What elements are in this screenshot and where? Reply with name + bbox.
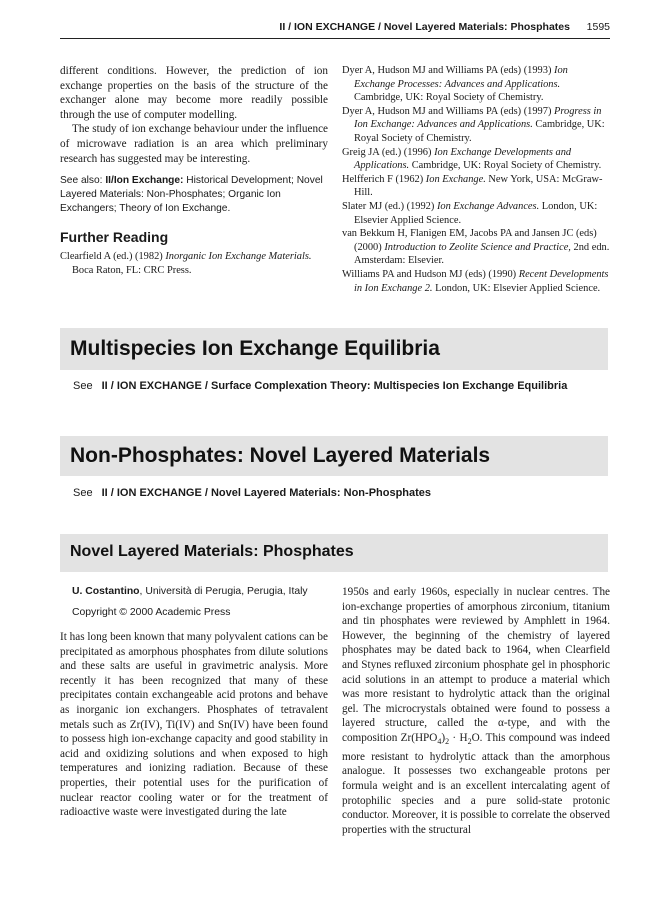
author-name: U. Costantino bbox=[72, 586, 140, 597]
reference-item: Greig JA (ed.) (1996) Ion Exchange Developments and Applications. Cambridge, UK: Royal Society of Chemistry. bbox=[342, 146, 602, 172]
reference-item: van Bekkum H, Flanigen EM, Jacobs PA and Jansen JC (eds) (2000) Introduction to Zeolite Science and Practice, 2nd edn. Amsterdam: Elsevier. bbox=[342, 228, 610, 267]
paragraph: The study of ion exchange behaviour under the influence of microwave radiation is an area which preliminary research has suggested may be interesting. bbox=[60, 123, 328, 165]
see-cross-reference: See II / ION EXCHANGE / Novel Layered Materials: Non-Phosphates bbox=[73, 487, 432, 499]
section-band-multispecies bbox=[60, 328, 608, 370]
paragraph: 1950s and early 1960s, especially in nuclear centres. The ion-exchange properties of amorphous zirconium, titanium and tin phosphates were reviewed by Amphlett in 1964. However, the beginning of the chemistry of layered phosphates may be dated back to 1964, when Clearfield and Stynes refluxed zirconium phosphate gel in phosphoric acid solutions in an attempt to produce a material which was more resistant to hydrolytic attack than the original gel. The microcrystals obtained were found to possess a layered structure, called the α-type, and with the composition $Zr(HPO_4)_2 \cdot H_2O$. This compound was indeed more resistant to hydrolytic attack than the amorphous analogue. It possesses two exchangeable protons per formula weight and is an excellent intercalating agent of protophilic species and a pure solid-state protonic conductor. Moreover, it is possible to correlate the observed properties with the structural bbox=[342, 586, 611, 836]
article-left-column bbox=[60, 585, 328, 820]
right-column-references bbox=[342, 64, 610, 295]
see-also-label: See also: bbox=[60, 175, 103, 187]
reference-item: Helfferich F (1962) Ion Exchange. New York, USA: McGraw-Hill. bbox=[342, 173, 603, 199]
cross-reference-link[interactable]: II / ION EXCHANGE / Novel Layered Materials: Non-Phosphates bbox=[101, 487, 432, 499]
author-block bbox=[60, 585, 328, 599]
running-head-title: II / ION EXCHANGE / Novel Layered Materials: Phosphates bbox=[279, 21, 570, 33]
reference-item: Clearfield A (ed.) (1982) Inorganic Ion Exchange Materials. Boca Raton, FL: CRC Press. bbox=[60, 251, 312, 276]
see-also-links[interactable]: Historical Development; Novel Layered Materials: Non-Phosphates; Organic Ion Exchangers; Theory of Ion Exchange. bbox=[60, 175, 323, 214]
paragraph: different conditions. However, the prediction of ion exchange properties on the basis of the structure of the exchanger alone may become more readily possible through the use of computer modelling. bbox=[60, 65, 328, 121]
copyright-line: Copyright © 2000 Academic Press bbox=[72, 607, 231, 618]
page-number: 1595 bbox=[586, 21, 610, 33]
section-band-phosphates bbox=[60, 534, 608, 572]
further-reading-title: Further Reading bbox=[60, 228, 169, 245]
author-affiliation: , Università di Perugia, Perugia, Italy bbox=[139, 586, 308, 597]
reference-item: Dyer A, Hudson MJ and Williams PA (eds) (1997) Progress in Ion Exchange: Advances and Applications. Cambridge, UK: Royal Society of Chemistry. bbox=[342, 105, 605, 144]
reference-item: Williams PA and Hudson MJ (eds) (1990) Recent Developments in Ion Exchange 2. London, UK: Elsevier Applied Science. bbox=[342, 268, 609, 294]
section-title: Novel Layered Materials: Phosphates bbox=[70, 543, 354, 560]
section-title: Non-Phosphates: Novel Layered Materials bbox=[70, 444, 491, 467]
cross-reference-link[interactable]: II / ION EXCHANGE / Surface Complexation Theory: Multispecies Ion Exchange Equilibria bbox=[101, 380, 568, 392]
running-head bbox=[60, 18, 610, 39]
paragraph: It has long been known that many polyvalent cations can be precipitated as amorphous phosphates from dilute solutions and these salts are useful in gravimetric analysis. More recently it has been recognized that many of these precipitates contain exchangeable acid protons and behave as inorganic ion exchangers. Phosphates of tetravalent metals such as Zr(IV), Ti(IV) and Sn(IV) have been found to possess high ion-exchange capacity and good stability in acid and oxidizing solutions and when exposed to high temperatures and ionizing radiation. Because of these properties, their potential uses for the purification of nuclear reactor cooling water or for the treatment of radioactive waste were investigated during the late bbox=[60, 631, 328, 819]
section-band-non-phosphates bbox=[60, 436, 608, 476]
see-also-bold[interactable]: II/Ion Exchange: bbox=[105, 175, 184, 187]
left-column-top bbox=[60, 64, 328, 277]
reference-item: Dyer A, Hudson MJ and Williams PA (eds) (1993) Ion Exchange Processes: Advances and Applications. Cambridge, UK: Royal Society of Chemistry. bbox=[342, 65, 568, 104]
see-also bbox=[60, 174, 328, 215]
section-title: Multispecies Ion Exchange Equilibria bbox=[70, 337, 440, 360]
article-right-column bbox=[342, 585, 610, 837]
see-cross-reference: See II / ION EXCHANGE / Surface Complexation Theory: Multispecies Ion Exchange Equilibria bbox=[73, 380, 568, 392]
reference-item: Slater MJ (ed.) (1992) Ion Exchange Advances. London, UK: Elsevier Applied Science. bbox=[342, 200, 598, 226]
